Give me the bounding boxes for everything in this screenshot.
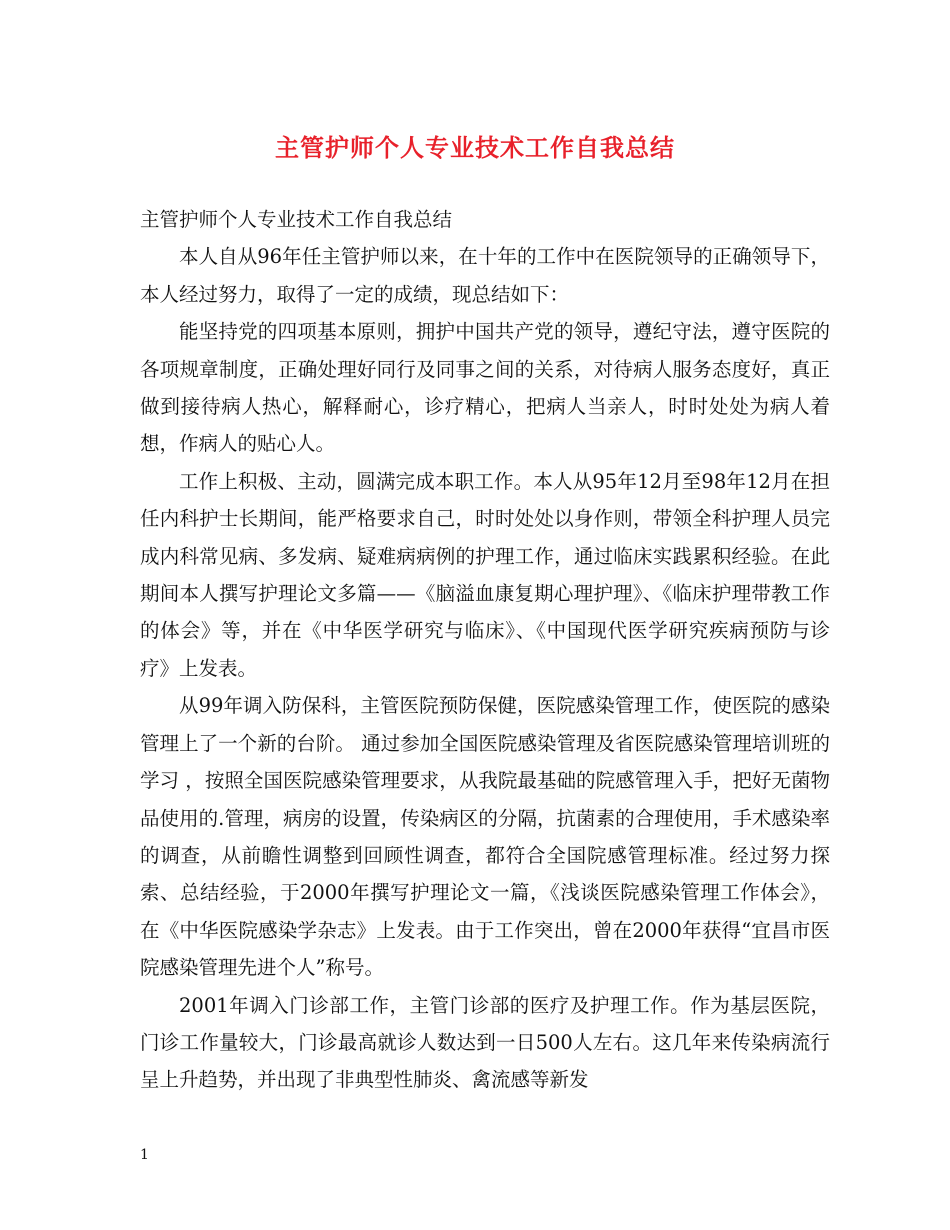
outpatient-paragraph: 2001年调入门诊部工作，主管门诊部的医疗及护理工作。作为基层医院，门诊工作量较大，门诊最高就诊人数达到一日500人左右。这几年来传染病流行呈上升趋势，并出现了非典型性肺炎、禽流感等新发	[140, 993, 830, 1092]
internal-medicine-paragraph: 工作上积极、主动，圆满完成本职工作。本人从95年12月至98年12月在担任内科护士长期间，能严格要求自己，时时处处以身作则，带领全科护理人员完成内科常见病、多发病、疑难病病例的护理工作，通过临床实践累积经验。在此期间本人撰写护理论文多篇——《脑溢血康复期心理护理》、《临床护理带教工作的体会》等，并在《中华医学研究与临床》、《中国现代医学研究疾病预防与诊疗》上发表。	[140, 469, 830, 680]
page-number: 1	[140, 1147, 149, 1163]
document-title: 主管护师个人专业技术工作自我总结	[275, 134, 675, 162]
body-heading-paragraph: 主管护师个人专业技术工作自我总结	[140, 208, 453, 231]
principles-paragraph: 能坚持党的四项基本原则，拥护中国共产党的领导，遵纪守法，遵守医院的各项规章制度，正确处理好同行及同事之间的关系，对待病人服务态度好，真正做到接待病人热心，解释耐心，诊疗精心，把病人当亲人，时时处处为病人着想，作病人的贴心人。	[140, 320, 830, 456]
infection-control-paragraph: 从99年调入防保科，主管医院预防保健，医院感染管理工作，使医院的感染管理上了一个新的台阶。 通过参加全国医院感染管理及省医院感染管理培训班的学习 ，按照全国医院感染管理要求，从我院最基础的院感管理入手，把好无菌物品使用的.管理，病房的设置，传染病区的分隔，抗菌素的合理使用，手术感染率的调查，从前瞻性调整到回顾性调查，都符合全国院感管理标准。经过努力探索、总结经验，于2000年撰写护理论文一篇，《浅谈医院感染管理工作体会》，在《中华医院感染学杂志》上发表。由于工作突出，曾在2000年获得“宜昌市医院感染管理先进个人”称号。	[140, 694, 830, 980]
intro-paragraph: 本人自从96年任主管护师以来，在十年的工作中在医院领导的正确领导下，本人经过努力，取得了一定的成绩，现总结如下：	[140, 245, 830, 306]
document-body	[140, 201, 830, 1099]
